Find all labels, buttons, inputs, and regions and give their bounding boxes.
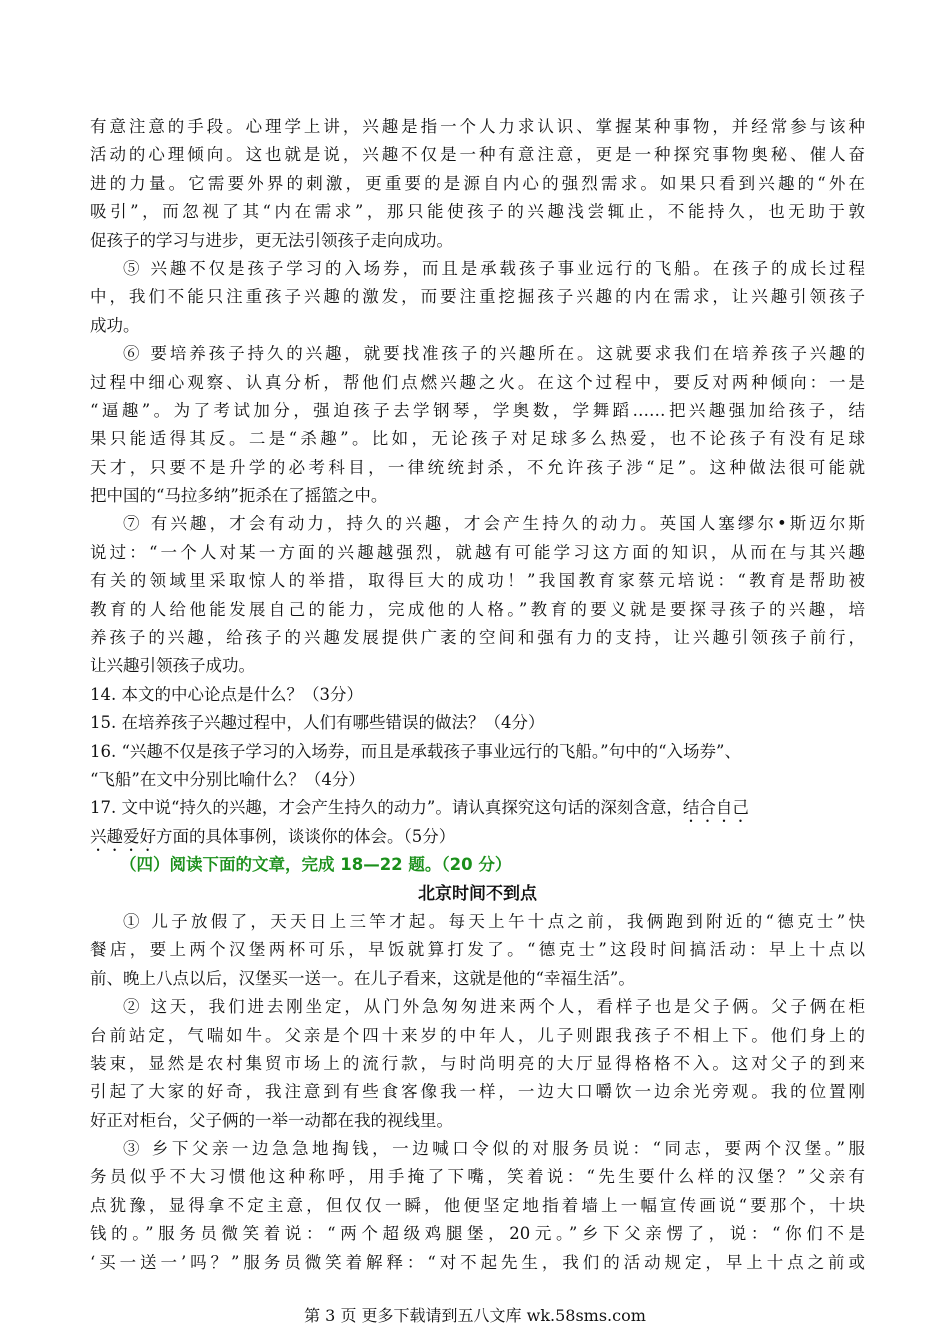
paragraph-7 [90,510,865,680]
text-line: 有关的领域里采取惊人的举措，取得巨大的成功！”我国教育家蔡元培说：“教育是帮助被 [90,571,865,591]
text-line: 台前站定，气喘如牛。父亲是个四十来岁的中年人，儿子则跟我孩子不相上下。他们身上的 [90,1025,865,1045]
question-17-cont [90,823,865,851]
text-line: 装束，显然是农村集贸市场上的流行款，与时尚明亮的大厅显得格格不入。这对父子的到来 [90,1053,865,1073]
paragraph-intro [90,113,865,255]
text-line: ② 这天，我们进去刚坐定，从门外急匆匆进来两个人，看样子也是父子俩。父子俩在柜 [123,997,865,1017]
article-paragraph-3 [90,1135,865,1277]
text-line: 好正对柜台，父子俩的一举一动都在我的视线里。 [90,1110,453,1130]
question-16: 16. “兴趣不仅是孩子学习的入场券，而且是承载孩子事业远行的飞船。”句中的“入场券”、 [90,741,741,761]
text-line: 活动的心理倾向。这也就是说，兴趣不仅是一种有意注意，更是一种探究事物奥秘、催人奋 [90,145,865,165]
emphasis-text: 结合自己 [682,798,749,818]
emphasis-text: 兴趣爱好 [90,826,156,846]
question-16-cont: “飞船”在文中分别比喻什么？（4分） [90,769,365,789]
question-14: 14. 本文的中心论点是什么？（3分） [90,684,363,704]
question-17-text: 17. 文中说“持久的兴趣，才会产生持久的动力”。请认真探究这句话的深刻含意， [90,798,683,818]
paragraph-5 [90,255,865,340]
question-17-text: 方面的具体事例，谈谈你的体会。（5分） [156,826,456,846]
text-line: 果只能适得其反。二是“杀趣”。比如，无论孩子对足球多么热爱，也不论孩子有没有足球 [90,429,865,449]
text-line: 点犹豫，显得拿不定主意，但仅仅一瞬，他便坚定地指着墙上一幅宣传画说“要那个，十块 [90,1195,865,1215]
question-15: 15. 在培养孩子兴趣过程中，人们有哪些错误的做法？（4分） [90,713,545,733]
text-line: 进的力量。它需要外界的刺激，更重要的是源自内心的强烈需求。如果只看到兴趣的“外在 [90,173,865,193]
text-line: 成功。 [90,315,140,335]
text-line: 有意注意的手段。心理学上讲，兴趣是指一个人力求认识、掌握某种事物，并经常参与该种 [90,117,865,136]
text-line: 教育的人给他能发展自己的能力，完成他的人格。”教育的要义就是要探寻孩子的兴趣，培 [90,599,865,619]
article-paragraph-2 [90,993,865,1135]
text-line: 钱的。”服务员微笑着说：“两个超级鸡腿堡，20元。”乡下父亲愣了，说：“你们不是 [90,1224,865,1244]
text-line: 促孩子的学习与进步，更无法引领孩子走向成功。 [90,230,453,250]
question-list [90,681,865,851]
text-line: 说过：“一个人对某一方面的兴趣越强烈，就越有可能学习这方面的知识，从而在与其兴趣 [90,542,865,562]
section-heading: （四）阅读下面的文章，完成 18—22 题。（20 分） [120,855,512,875]
text-line: ⑤ 兴趣不仅是孩子学习的入场券，而且是承载孩子事业远行的飞船。在孩子的成长过程 [123,258,865,278]
text-line: 吸引”，而忽视了其“内在需求”，那只能使孩子的兴趣浅尝辄止，不能持久，也无助于敦 [90,202,865,222]
text-line: 中，我们不能只注重孩子兴趣的激发，而要注重挖掘孩子兴趣的内在需求，让兴趣引领孩子 [90,287,865,307]
text-line: 天才，只要不是升学的必考科目，一律统统封杀，不允许孩子涉“足”。这种做法很可能就 [90,457,865,477]
text-line: ⑦ 有兴趣，才会有动力，持久的兴趣，才会产生持久的动力。英国人塞缪尔•斯迈尔斯 [123,514,865,534]
article-title: 北京时间不到点 [418,883,537,904]
text-line: 把中国的“马拉多纳”扼杀在了摇篮之中。 [90,486,388,506]
paragraph-6 [90,340,865,510]
article-paragraph-1 [90,908,865,993]
text-line: ① 儿子放假了，天天日上三竿才起。每天上午十点之前，我俩跑到附近的“德克士”快 [123,911,865,931]
text-line: 让兴趣引领孩子成功。 [90,656,255,676]
text-line: ⑥ 要培养孩子持久的兴趣，就要找准孩子的兴趣所在。这就要求我们在培养孩子兴趣的 [123,344,865,364]
document-content [90,113,865,1277]
text-line: 养孩子的兴趣，给孩子的兴趣发展提供广袤的空间和强有力的支持，让兴趣引领孩子前行， [90,628,865,648]
text-line: 务员似乎不大习惯他这种称呼，用手掩了下嘴，笑着说：“先生要什么样的汉堡？”父亲有 [90,1167,865,1187]
text-line: “逼趣”。为了考试加分，强迫孩子去学钢琴，学奥数，学舞蹈……把兴趣强加给孩子，结 [90,400,865,420]
text-line: 前、晚上八点以后，汉堡买一送一。在儿子看来，这就是他的“幸福生活”。 [90,968,635,988]
text-line: ‘买一送一’吗？”服务员微笑着解释：“对不起先生，我们的活动规定，早上十点之前或 [90,1252,865,1272]
text-line: 过程中细心观察、认真分析，帮他们点燃兴趣之火。在这个过程中，要反对两种倾向：一是 [90,372,865,392]
text-line: 引起了大家的好奇，我注意到有些食客像我一样，一边大口嚼饮一边余光旁观。我的位置刚 [90,1082,865,1102]
text-line: ③ 乡下父亲一边急急地掏钱，一边喊口令似的对服务员说：“同志，要两个汉堡。”服 [123,1139,865,1159]
text-line: 餐店，要上两个汉堡两杯可乐，早饭就算打发了。“德克士”这段时间搞活动：早上十点以 [90,940,865,960]
question-17 [90,794,865,822]
page-footer: 第 3 页 更多下载请到五八文库 wk.58sms.com [304,1306,646,1325]
